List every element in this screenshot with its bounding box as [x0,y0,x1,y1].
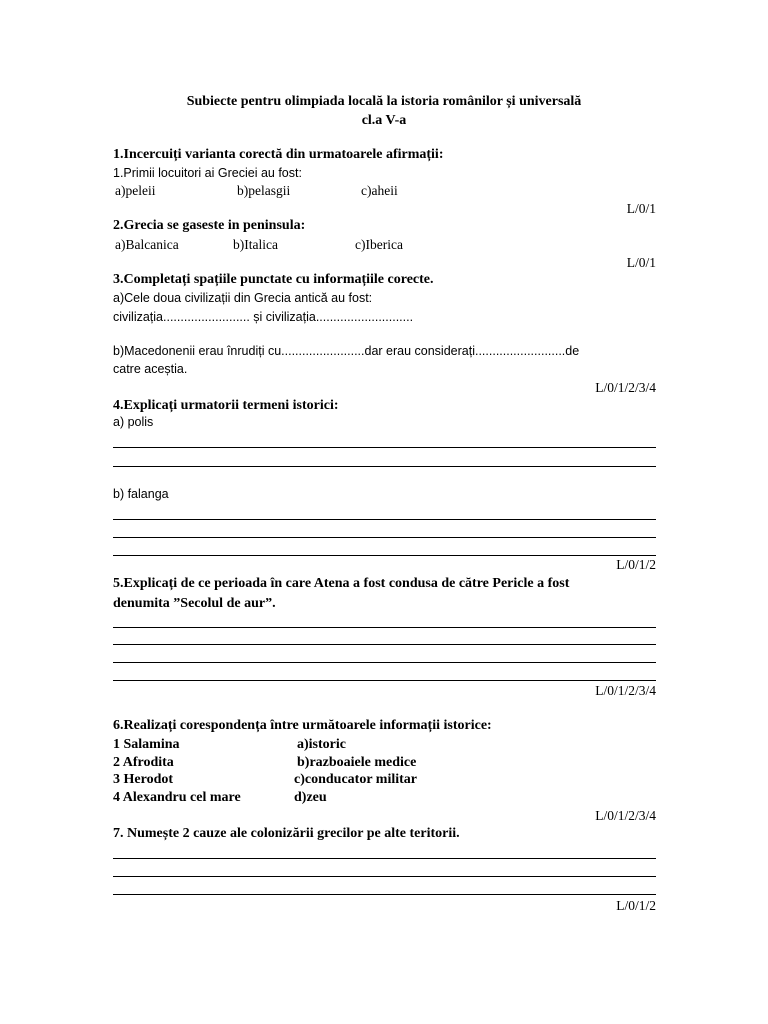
answer-line [113,447,656,448]
q3-b-line1: b)Macedonenii erau înrudiți cu........................dar erau considerați..........................de [113,344,580,358]
q3-b-line2: catre aceștia. [113,362,188,376]
q2-heading: 2.Grecia se gaseste in peninsula: [113,218,306,233]
answer-line [113,680,656,681]
q6-right-d: d)zeu [294,790,327,805]
q1-score: L/0/1 [626,201,656,216]
q1-heading: 1.Incercuiți varianta corectă din urmatoarele afirmații: [113,147,444,162]
q2-score: L/0/1 [626,255,656,270]
q2-option-c: c)Iberica [355,237,403,252]
q6-left-2: 2 Afrodita [113,755,174,770]
q4-heading: 4.Explicați urmatorii termeni istorici: [113,398,339,413]
q4-a-label: a) polis [113,415,154,429]
q3-score: L/0/1/2/3/4 [595,380,656,395]
document-title: Subiecte pentru olimpiada locală la istoria românilor și universală [186,94,582,109]
q2-option-b: b)Italica [233,237,278,252]
q6-score: L/0/1/2/3/4 [595,808,656,823]
q1-option-a: a)peleii [115,183,156,198]
class-label: cl.a V-a [361,113,407,128]
q6-left-3: 3 Herodot [113,772,174,787]
answer-line [113,519,656,520]
q3-heading: 3.Completați spațiile punctate cu informațiile corecte. [113,272,434,287]
q3-a-line2: civilizația......................... și civilizația............................ [113,310,414,324]
q4-score: L/0/1/2 [616,557,656,572]
answer-line [113,537,656,538]
q6-left-1: 1 Salamina [113,737,180,752]
q7-heading: 7. Numește 2 cauze ale colonizării grecilor pe alte teritorii. [113,826,460,841]
q6-right-a: a)istoric [297,737,346,752]
answer-line [113,555,656,556]
q4-b-label: b) falanga [113,487,169,501]
q6-left-4: 4 Alexandru cel mare [113,790,241,805]
q5-line1: 5.Explicați de ce perioada în care Atena a fost condusa de către Pericle a fost [113,576,570,591]
answer-line [113,644,656,645]
q6-heading: 6.Realizați corespondența între următoarele informații istorice: [113,718,492,733]
q5-score: L/0/1/2/3/4 [595,683,656,698]
q6-right-b: b)razboaiele medice [297,755,417,770]
q1-option-b: b)pelasgii [237,183,291,198]
q6-right-c: c)conducator militar [294,772,417,787]
q3-a-line1: a)Cele doua civilizații din Grecia antică au fost: [113,291,373,305]
answer-line [113,876,656,877]
q5-line2: denumita ”Secolul de aur”. [113,596,276,611]
answer-line [113,662,656,663]
answer-line [113,466,656,467]
answer-line [113,894,656,895]
q7-score: L/0/1/2 [616,898,656,913]
q1-option-c: c)aheii [361,183,398,198]
answer-line [113,627,656,628]
answer-line [113,858,656,859]
q1-item: 1.Primii locuitori ai Greciei au fost: [113,166,302,180]
q2-option-a: a)Balcanica [115,237,179,252]
